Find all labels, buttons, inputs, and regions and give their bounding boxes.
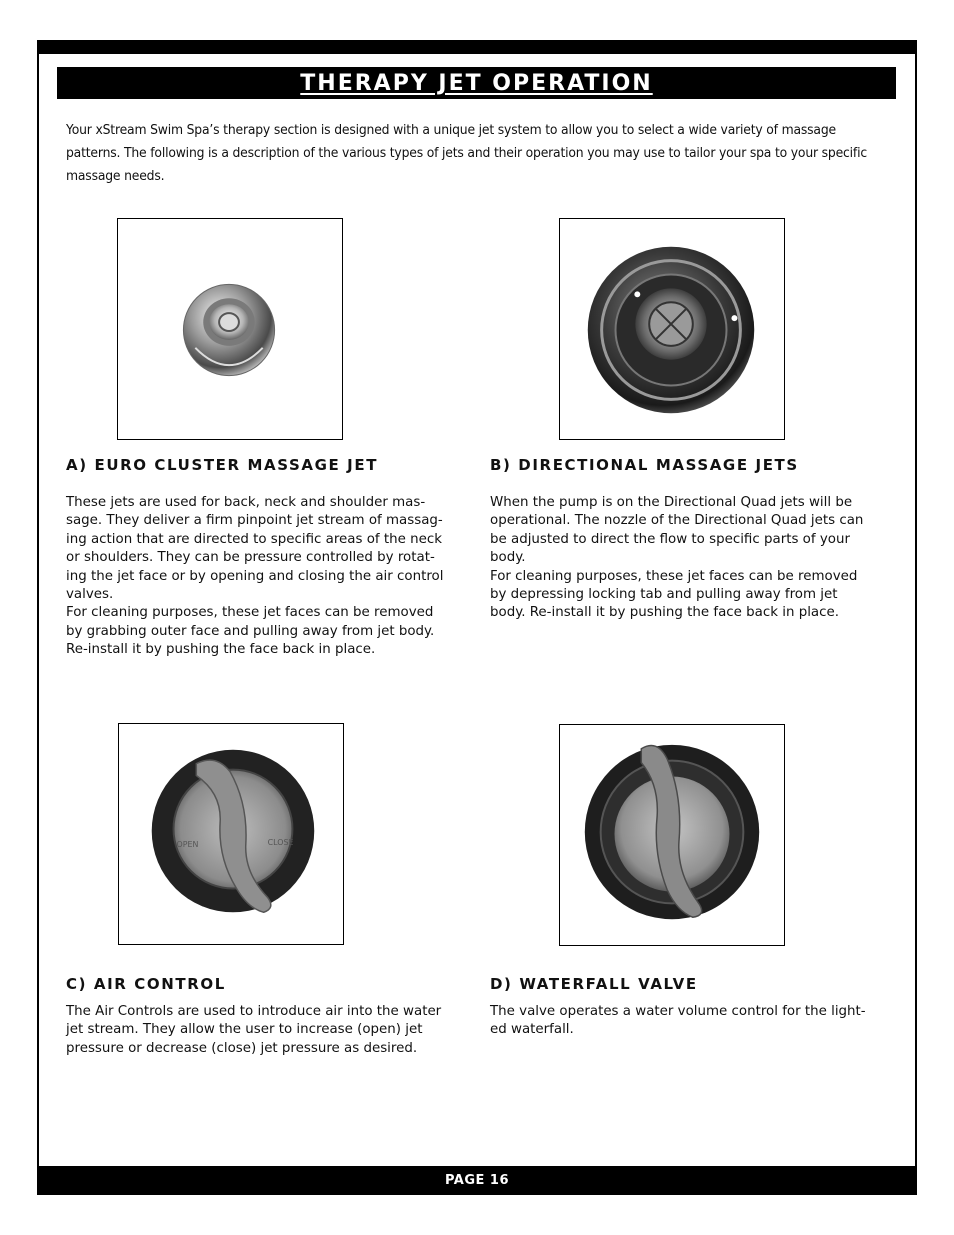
euro-cluster-jet-photo [117, 218, 343, 440]
section-c-body: The Air Controls are used to introduce air into the water jet stream. They allow the user to increase (open) jet pressure or decrease (close) jet pressure as desired. [66, 1004, 442, 1056]
directional-jet-image [560, 219, 784, 439]
waterfall-valve-image [560, 725, 784, 945]
section-d-heading: D) WATERFALL VALVE [490, 975, 698, 993]
waterfall-valve-photo [559, 724, 785, 946]
svg-text:CLOSE: CLOSE [267, 837, 294, 847]
footer-bar [37, 1166, 917, 1195]
section-b-heading: B) DIRECTIONAL MASSAGE JETS [490, 456, 799, 474]
directional-jet-photo [559, 218, 785, 440]
title-bar [57, 67, 896, 99]
section-d-body: The valve operates a water volume control for the light- ed waterfall. [490, 1004, 866, 1038]
page-number: PAGE 16 [444, 1173, 510, 1188]
section-a-heading: A) EURO CLUSTER MASSAGE JET [66, 456, 379, 474]
page-title: THERAPY JET OPERATION [300, 70, 653, 96]
air-control-photo [118, 723, 344, 945]
section-a-body: These jets are used for back, neck and shoulder mas- sage. They deliver a firm pinpoint jet stream of massag- ing action that are directed to specific areas of the neck or shoulders. They can be pressure controlled by rotat- ing the jet face or by opening and closing the air control valves. For cleaning purposes, these jet faces can be removed by grabbing outer face and pulling away from jet body. Re-install it by pushing the face back in place. [66, 495, 444, 658]
section-b-body: When the pump is on the Directional Quad jets will be operational. The nozzle of the Directional Quad jets can be adjusted to direct the flow to specific parts of your body. For cleaning purposes, these jet faces can be removed by depressing locking tab and pulling away from jet body. Re-install it by pushing the face back in place. [490, 495, 864, 621]
section-c-heading: C) AIR CONTROL [66, 975, 226, 993]
intro-paragraph: Your xStream Swim Spa’s therapy section is designed with a unique jet system to allow you to select a wide variety of massage patterns. The following is a description of the various types of jets and their operation you may use to tailor your spa to your specific massage needs. [66, 123, 867, 184]
top-bar [37, 40, 917, 54]
euro-cluster-jet-image [118, 219, 342, 439]
svg-text:OPEN: OPEN [176, 839, 199, 849]
air-control-image [119, 724, 343, 944]
